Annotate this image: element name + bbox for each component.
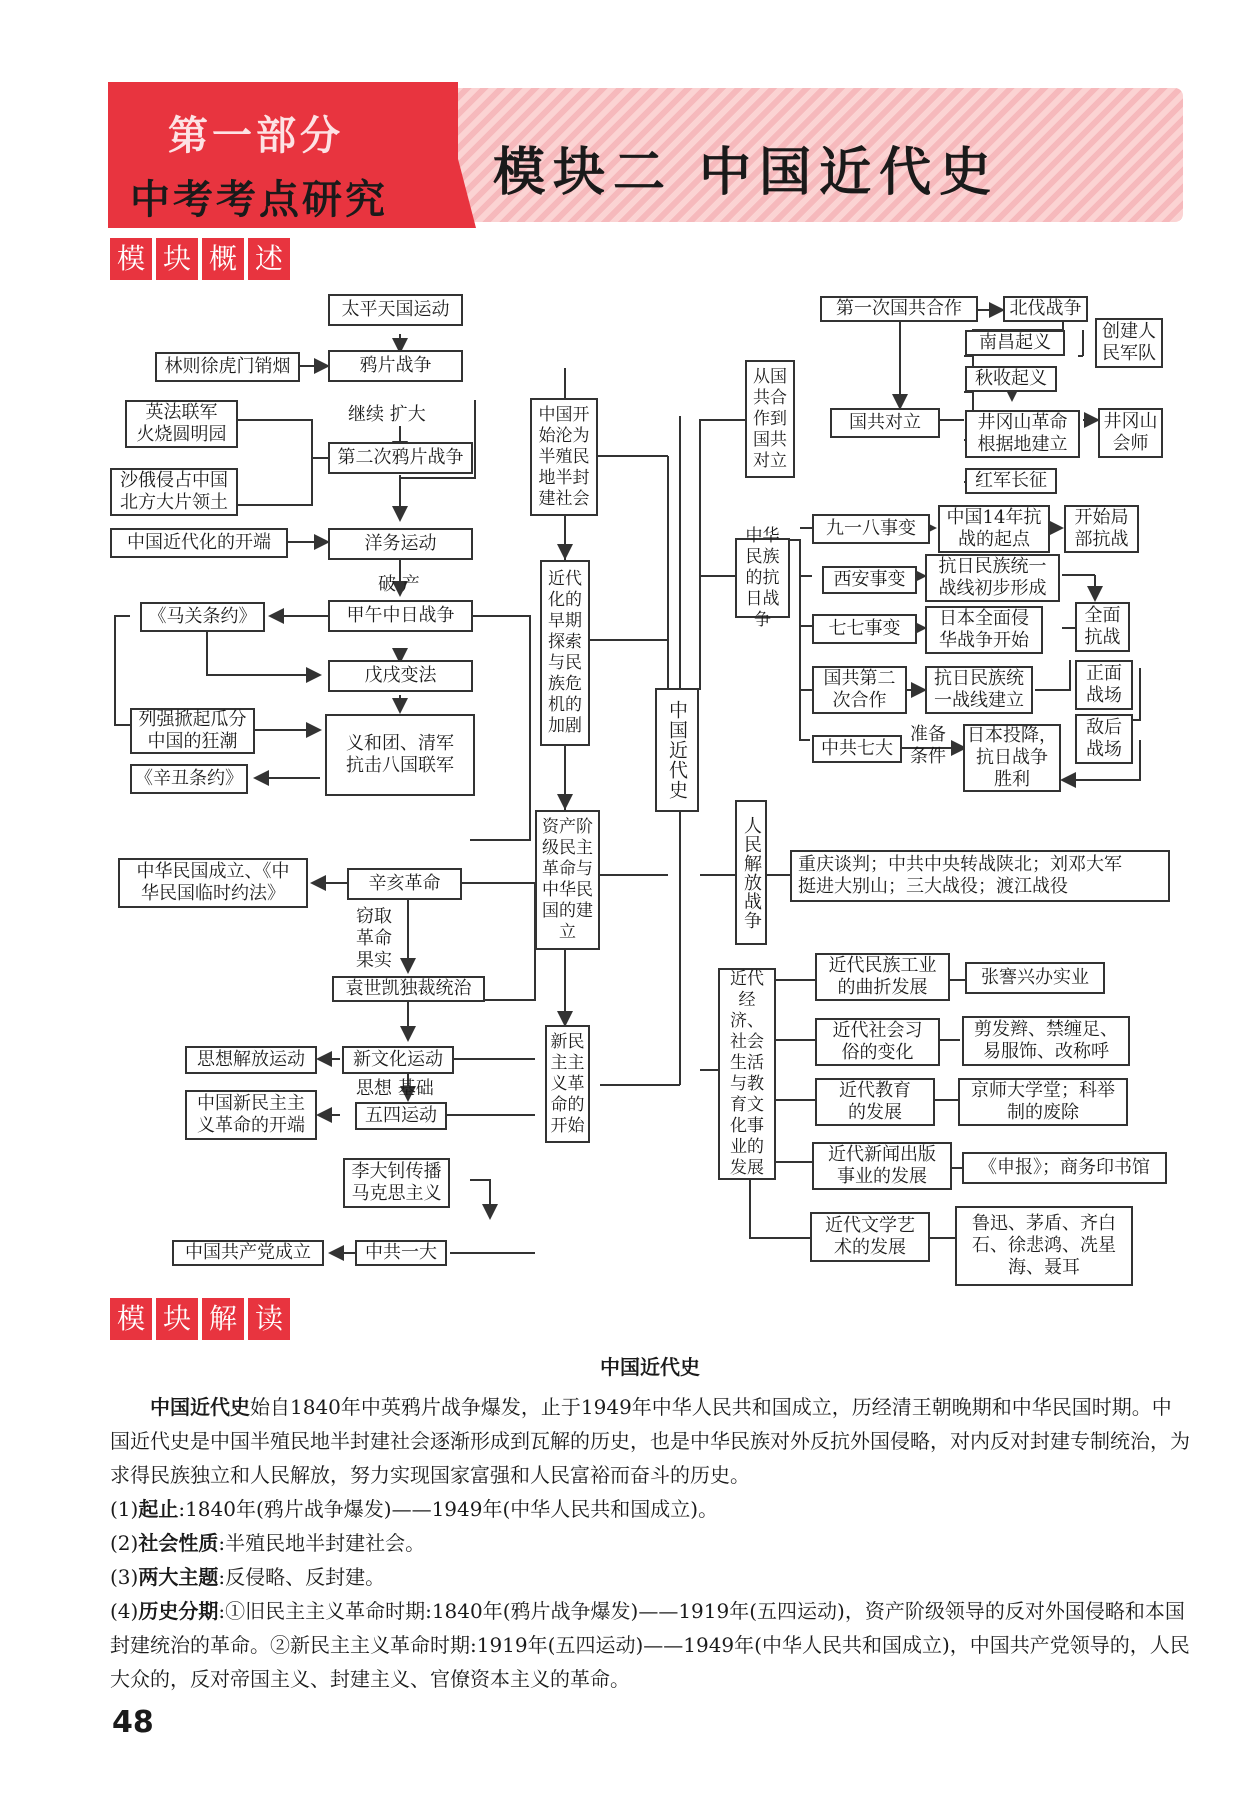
center-modern-china-history: 中国近代史 [655,688,699,812]
node-education: 近代教育 的发展 [815,1078,935,1126]
stage-econ-society-culture: 近代经济、社会生活与教育文化事业的发展 [718,968,776,1180]
intro-text: 始自1840年中英鸦片战争爆发，止于1949年中华人民共和国成立，历经清王朝晚期和中华民国时期。中国近代史是中国半殖民地半封建社会逐渐形成到瓦解的历史，也是中华民族对外反抗外国侵略，对内反对封建专制统治，为求得民族独立和人民解放，努力实现国家富强和人民富裕而奋斗的历史。 [110,1395,1190,1487]
node-create-army: 创建人 民军队 [1095,318,1163,368]
label-thought-basis: 思想 基础 [356,1078,434,1099]
reading-item [110,1526,1190,1560]
reading-item [110,1560,1190,1594]
node-maguan-treaty: 《马关条约》 [140,602,265,632]
stage-bourgeois-revolution: 资产阶级民主革命与中华民国的建立 [535,810,600,950]
node-zhang-jian: 张謇兴办实业 [965,962,1105,994]
stage-anti-japanese-war: 中华民族的抗日战争 [735,538,790,618]
node-war14-start: 中国14年抗 战的起点 [938,505,1050,553]
tag-char: 解 [202,1298,244,1340]
item-num: (4) [110,1599,139,1623]
tag-char: 述 [248,238,290,280]
intro-bold: 中国近代史 [150,1395,250,1419]
node-thought-liberation: 思想解放运动 [185,1046,317,1074]
node-boxer: 义和团、清军 抗击八国联军 [325,714,475,796]
node-first-coop: 第一次国共合作 [820,296,978,322]
item-key: 社会性质 [138,1531,219,1555]
node-taiping: 太平天国运动 [328,294,463,326]
node-new-culture: 新文化运动 [342,1046,454,1074]
node-yuan-shikai: 袁世凯独裁统治 [332,976,485,1002]
node-xinchou-treaty: 《辛丑条约》 [130,764,248,794]
reading-item [110,1594,1190,1696]
tag-char: 概 [202,238,244,280]
label-prep-conditions: 准备 条件 [910,724,946,767]
module-title: 模块二 中国近代史 [493,143,1000,203]
node-front-battlefield: 正面 战场 [1075,660,1133,710]
node-long-march: 红军长征 [965,468,1057,494]
label-steal-fruit: 窃取 革命 果实 [356,906,392,971]
node-first-congress: 中共一大 [355,1240,447,1266]
node-yuanmingyuan: 英法联军 火烧圆明园 [125,400,238,448]
node-liberation-events: 重庆谈判；中共中央转战陕北；刘邓大军 挺进大别山；三大战役；渡江战役 [790,850,1170,902]
node-opium-war: 鸦片战争 [328,350,463,382]
item-key: 历史分期 [138,1599,219,1623]
node-russia: 沙俄侵占中国 北方大片领土 [110,468,238,516]
label-bankrupt: 破 产 [378,574,420,595]
node-seventh-congress: 中共七大 [812,735,902,763]
tag-char: 模 [110,1298,152,1340]
reading-intro [110,1390,1190,1492]
item-text: :1840年(鸦片战争爆发)——1949年(中华人民共和国成立)。 [178,1497,719,1521]
item-num: (3) [110,1565,139,1589]
node-jul7-incident: 七七事变 [812,614,917,644]
node-lin-zexu: 林则徐虎门销烟 [155,352,300,382]
node-united-front-established: 抗日民族统 一战线建立 [925,666,1033,714]
node-xian-incident: 西安事变 [822,566,917,594]
item-text: :半殖民地半封建社会。 [218,1531,426,1555]
node-northern-expedition: 北伐战争 [1003,296,1088,322]
node-second-coop: 国共第二 次合作 [812,666,907,714]
item-key: 起止 [138,1497,179,1521]
stage-semi-colonial: 中国开始沦为半殖民地半封建社会 [530,398,598,516]
node-literature-detail: 鲁迅、茅盾、齐白 石、徐悲鸿、冼星 海、聂耳 [955,1206,1133,1286]
stage-modern-exploration: 近代化的早期探索与民族危机的加剧 [540,560,590,746]
item-num: (2) [110,1531,139,1555]
node-full-war: 全面 抗战 [1075,602,1130,652]
node-industry: 近代民族工业 的曲折发展 [815,953,950,1001]
node-custom: 近代社会习 俗的变化 [815,1018,940,1066]
item-num: (1) [110,1497,139,1521]
node-kmt-cpc-opposition: 国共对立 [830,408,940,438]
node-united-front-initial: 抗日民族统一 战线初步形成 [925,554,1060,602]
node-press: 近代新闻出版 事业的发展 [812,1142,952,1190]
node-roc-founded: 中华民国成立、《中 华民国临时约法》 [118,858,308,908]
node-victory: 日本投降， 抗日战争 胜利 [963,724,1061,792]
tag-char: 读 [248,1298,290,1340]
node-full-invasion: 日本全面侵 华战争开始 [925,606,1043,654]
label-continue-expand: 继续 扩大 [348,404,426,425]
part-subtitle: 中考考点研究 [130,177,388,223]
node-cpc-founded: 中国共产党成立 [172,1240,324,1266]
stage-liberation-war: 人民解放战争 [735,800,767,945]
item-key: 两大主题 [138,1565,219,1589]
node-xinhai: 辛亥革命 [347,868,462,900]
node-literature: 近代文学艺 术的发展 [810,1212,930,1262]
node-wuxu-reform: 戊戌变法 [328,660,473,692]
node-rear-battlefield: 敌后 战场 [1075,714,1133,764]
node-modernization-start: 中国近代化的开端 [110,528,288,558]
tag-char: 块 [156,238,198,280]
node-jinggang-meeting: 井冈山 会师 [1098,408,1163,458]
reading-item [110,1492,1190,1526]
reading-heading: 中国近代史 [600,1355,700,1379]
stage-coop-to-opposition: 从国共合作到国共对立 [745,360,795,478]
node-partition: 列强掀起瓜分 中国的狂潮 [130,708,255,754]
node-sep18-incident: 九一八事变 [812,514,930,544]
tag-char: 块 [156,1298,198,1340]
node-may-fourth: 五四运动 [355,1102,447,1130]
node-nd-revolution-start: 中国新民主主 义革命的开端 [185,1090,317,1140]
node-nanchang-uprising: 南昌起义 [965,330,1065,356]
part-title: 第一部分 [168,113,344,159]
stage-new-democratic: 新民主主义革命的开始 [545,1025,590,1143]
node-autumn-harvest: 秋收起义 [965,366,1057,392]
node-local-war: 开始局 部抗战 [1064,505,1139,553]
node-westernization: 洋务运动 [328,528,473,560]
node-custom-detail: 剪发辫、禁缠足、 易服饰、改称呼 [962,1016,1130,1066]
item-text: :①旧民主主义革命时期:1840年(鸦片战争爆发)——1919年(五四运动)，资产阶级领导的反对外国侵略和本国封建统治的革命。②新民主主义革命时期:1919年(五四运动)——1949年(中华人民共和国成立)，中国共产党领导的，人民大众的，反对帝国主义、封建主义、官僚资本主义的革命。 [110,1599,1190,1691]
node-second-opium-war: 第二次鸦片战争 [328,442,473,474]
tag-char: 模 [110,238,152,280]
section-tag-reading [110,1298,290,1340]
node-jiawu-war: 甲午中日战争 [328,600,473,632]
node-jinggang-base: 井冈山革命 根据地建立 [965,410,1080,458]
reading-section [110,1350,1190,1696]
page-number: 48 [112,1705,154,1740]
item-text: :反侵略、反封建。 [218,1565,386,1589]
node-press-detail: 《申报》；商务印书馆 [962,1152,1167,1184]
node-li-dazhao: 李大钊传播 马克思主义 [343,1158,450,1208]
node-education-detail: 京师大学堂；科举 制的废除 [958,1078,1128,1126]
